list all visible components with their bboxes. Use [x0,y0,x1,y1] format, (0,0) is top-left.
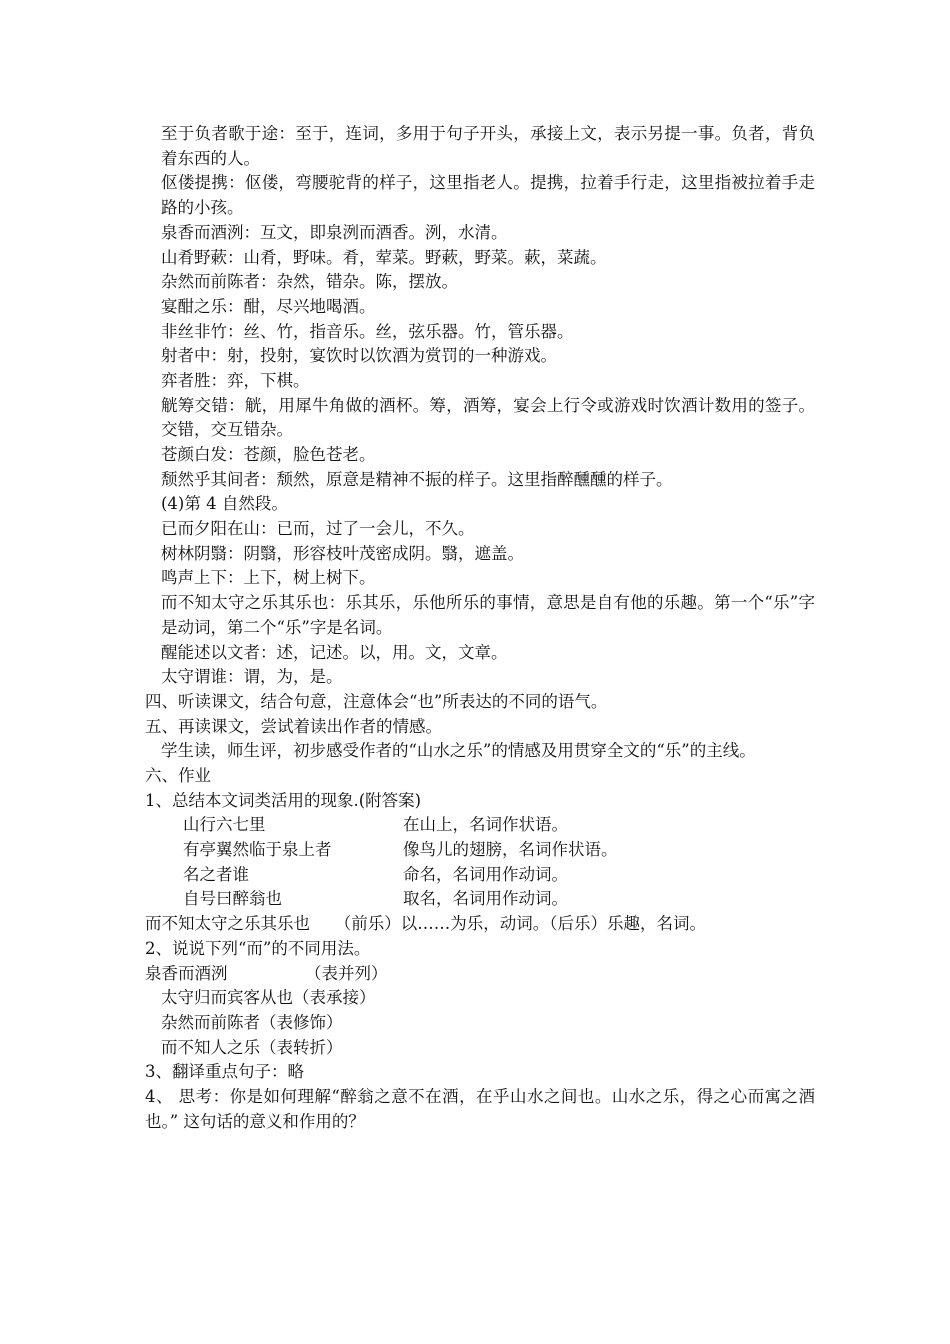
paragraph: 颓然乎其间者：颓然，原意是精神不振的样子。这里指醉醺醺的样子。 [161,469,673,489]
list-item-text: 泉香而酒洌 [145,963,228,983]
homework-item: 3、翻译重点句子：略 [145,1062,304,1082]
section-heading: (4)第 4 自然段。 [161,494,288,514]
homework-item: 1、总结本文词类活用的现象.(附答案) [145,790,422,810]
homework-item: 2、说说下列“而”的不同用法。 [145,938,371,958]
paragraph: 太守谓谁：谓，为，是。 [161,667,343,687]
paragraph: 树林阴翳：阴翳，形容枝叶茂密成阴。翳，遮盖。 [161,543,524,563]
paragraph: 而不知太守之乐其乐也：乐其乐，乐他所乐的事情，意思是自有他的乐趣。第一个“乐”字是动词，第二个“乐”字是名词。 [161,593,815,637]
table-cell: 有亭翼然临于泉上者 [183,840,332,860]
paragraph: 非丝非竹：丝、竹，指音乐。丝，弦乐器。竹，管乐器。 [161,321,574,341]
table-row [145,887,815,912]
paragraph: 至于负者歌于途：至于，连词，多用于句子开头，承接上文，表示另提一事。负者，背负着东西的人。 [161,124,815,168]
paragraph: 杂然而前陈者：杂然，错杂。陈，摆放。 [161,272,458,292]
table-cell: 山行六七里 [183,815,266,835]
paragraph: 苍颜白发：苍颜，脸色苍老。 [161,445,376,465]
section-heading: 六、作业 [145,766,211,786]
list-item [145,962,815,987]
paragraph: 宴酣之乐：酣，尽兴地喝酒。 [161,296,376,316]
paragraph: 伛偻提携：伛偻，弯腰驼背的样子，这里指老人。提携，拉着手行走，这里指被拉着手走路的小孩。 [161,173,815,218]
paragraph: 醒能述以文者：述，记述。以，用。文，文章。 [161,642,508,662]
paragraph: 觥筹交错：觥，用犀牛角做的酒杯。筹，酒筹，宴会上行令或游戏时饮酒计数用的签子。交错，交互错杂。 [161,395,815,440]
paragraph: 山肴野蔌：山肴，野味。肴，荤菜。野蔌，野菜。蔌，菜蔬。 [161,247,607,267]
list-item: 杂然而前陈者（表修饰） [161,1012,343,1032]
table-cell: 取名，名词用作动词。 [403,889,568,909]
table-row [145,863,815,888]
table-row [145,838,815,863]
paragraph: 鸣声上下：上下，树上树下。 [161,568,376,588]
table-cell: 名之者谁 [183,864,249,884]
table-cell: 命名，名词用作动词。 [403,864,568,884]
section-heading: 四、听读课文，结合句意，注意体会“也”所表达的不同的语气。 [145,691,608,711]
table-cell: 在山上，名词作状语。 [403,815,568,835]
paragraph: 已而夕阳在山：已而，过了一会儿，不久。 [161,519,475,539]
paragraph: 泉香而酒洌：互文，即泉洌而酒香。洌，水清。 [161,222,508,242]
table-cell: 自号曰醉翁也 [183,889,282,909]
section-heading: 五、再读课文，尝试着读出作者的情感。 [145,716,442,736]
list-item-note: （表并列） [305,963,388,983]
table-row: 而不知太守之乐其乐也 （前乐）以……为乐，动词。（后乐）乐趣，名词。 [145,914,706,934]
homework-item: 4、 思考：你是如何理解“醉翁之意不在酒，在乎山水之间也。山水之乐，得之心而寓之酒也。” 这句话的意义和作用的？ [145,1086,815,1131]
table-cell: 像鸟儿的翅膀，名词作状语。 [403,840,618,860]
table-row [145,813,815,838]
paragraph: 弈者胜：弈，下棋。 [161,370,310,390]
list-item: 而不知人之乐（表转折） [161,1037,343,1057]
paragraph: 射者中：射，投射，宴饮时以饮酒为赏罚的一种游戏。 [161,346,557,366]
list-item: 太守归而宾客从也（表承接） [161,988,376,1008]
document-body [145,122,815,1134]
paragraph: 学生读，师生评，初步感受作者的“山水之乐”的情感及用贯穿全文的“乐”的主线。 [161,741,756,761]
